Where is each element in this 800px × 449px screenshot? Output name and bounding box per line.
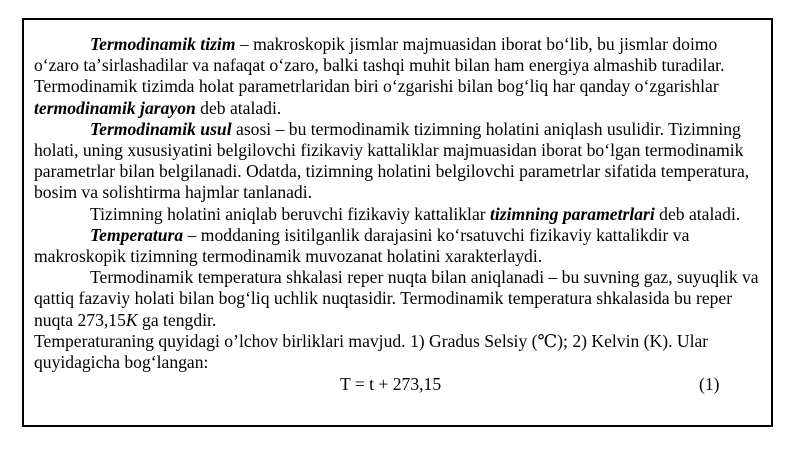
term-thermodynamic-method: Termodinamik usul — [90, 118, 232, 139]
paragraph-thermodynamic-system — [34, 34, 759, 119]
paragraph-temperature — [34, 225, 759, 267]
term-system-parameters: tizimning parametrlari — [490, 203, 655, 224]
formula-line — [34, 373, 759, 395]
paragraph-text: deb ataladi. — [654, 203, 741, 224]
paragraph-text: Termodinamik temperatura shkalasi reper nuqta bilan aniqlanadi – bu suvning gaz, suyuqlik va qattiq fazaviy holati bilan bogʻliq uchlik nuqtasidir. Termodinamik temperatura shkalasida bu reper nuqta 273,15 — [34, 267, 759, 330]
term-temperature: Temperatura — [90, 224, 184, 245]
paragraph-thermodynamic-method — [34, 119, 759, 204]
formula-expression: T = t + 273,15 — [340, 374, 442, 395]
paragraph-text: asosi – bu termodinamik tizimning holatini aniqlash usulidir. Tizimning holati, uning xususiyatini belgilovchi fizikaviy kattaliklar majmuasidan iborat boʻlgan termodinamik parametrlar bilan belgilanadi. Odatda, tizimning holatini belgilovchi parametrlar sifatida temperatura, bosim va solishtirma hajmlar tanlanadi. — [34, 118, 750, 203]
paragraph-text: Temperaturaning quyidagi o’lchov birliklari mavjud. 1) Gradus Selsiy (℃); 2) Kelvin (K). Ular quyidagicha bogʻlangan: — [34, 330, 709, 373]
term-thermodynamic-process: termodinamik jarayon — [34, 97, 196, 118]
unit-kelvin: K — [125, 309, 138, 330]
formula-number: (1) — [699, 374, 720, 395]
paragraph-text: – makroskopik jismlar majmuasidan iborat boʻlib, bu jismlar doimo oʻzaro taʼsirlashadilar va nafaqat oʻzaro, balki tashqi muhit bilan ham energiya almashib turadilar. Termodinamik tizimda holat parametrlaridan biri oʻzgarishi bilan bogʻliq har qanday oʻzgarishlar — [34, 34, 725, 97]
paragraph-text: deb ataladi. — [195, 97, 282, 118]
paragraph-text: Tizimning holatini aniqlab beruvchi fizikaviy kattaliklar — [90, 203, 491, 224]
paragraph-text: – moddaning isitilganlik darajasini koʻrsatuvchi fizikaviy kattalikdir va makroskopik tizimning termodinamik muvozanat holatini xarakterlaydi. — [34, 224, 690, 267]
paragraph-units — [34, 331, 759, 373]
term-thermodynamic-system: Termodinamik tizim — [90, 34, 236, 54]
paragraph-text: ga tengdir. — [137, 309, 217, 330]
paragraph-system-parameters — [34, 204, 759, 225]
document-frame — [22, 18, 773, 427]
paragraph-temperature-scale — [34, 267, 759, 331]
